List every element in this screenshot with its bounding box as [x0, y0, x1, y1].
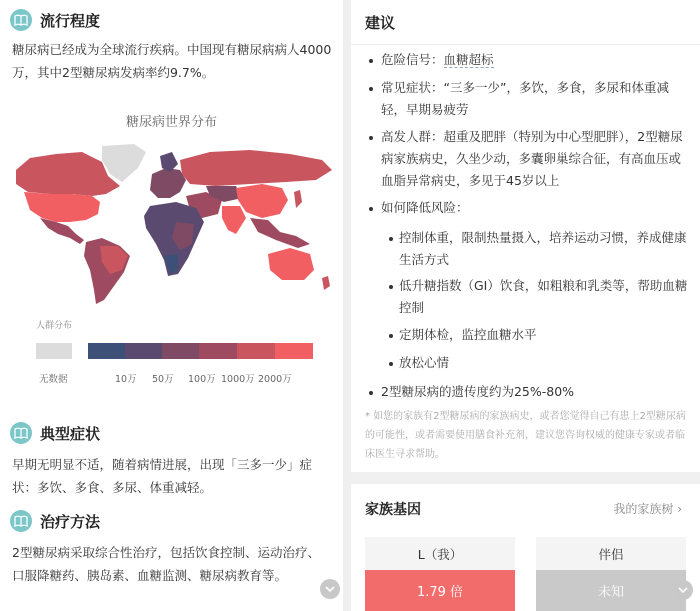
map-scandinavia	[160, 152, 178, 172]
symptom-text: “三多一少”，多饮，多食，多尿和体重减轻，早期易疲劳	[381, 80, 669, 117]
bullet	[389, 237, 393, 241]
sub-item-checkup: 定期体检，监控血糖水平	[399, 327, 537, 342]
danger-label: 危险信号：	[381, 52, 444, 67]
sub-item-gi-diet: 低升糖指数（GI）饮食，如粗粮和乳类等，帮助血糖控制	[399, 278, 688, 315]
partner-risk-value: 未知	[536, 570, 686, 611]
legend-swatch-1	[88, 343, 125, 359]
map-japan	[294, 190, 302, 208]
bullet	[369, 391, 373, 395]
risk-label: 高发人群：	[381, 129, 444, 144]
partner-card[interactable]	[536, 537, 686, 611]
scroll-down-button[interactable]	[673, 580, 693, 600]
legend-label-5: 2000万	[258, 374, 292, 385]
high-risk-item	[381, 126, 686, 192]
legend-label-3: 100万	[188, 374, 216, 385]
scroll-down-button[interactable]	[320, 579, 340, 599]
legend-label-4: 1000万	[221, 374, 255, 385]
book-icon	[10, 510, 32, 532]
bullet	[389, 285, 393, 289]
book-icon	[10, 9, 32, 31]
map-se-asia	[250, 218, 310, 248]
bullet	[389, 362, 393, 366]
map-india	[222, 206, 246, 234]
treatment-text: 2型糖尿病采取综合性治疗，包括饮食控制、运动治疗、口服降糖药、胰岛素、血糖监测、糖尿病教育等。	[12, 545, 320, 583]
sub-item-weight: 控制体重，限制热量摄入，培养运动习惯，养成健康生活方式	[399, 230, 687, 267]
bullet	[369, 87, 373, 91]
legend-swatch-6	[275, 343, 313, 359]
map-europe	[150, 168, 186, 198]
book-icon	[10, 422, 32, 444]
map-title: 糖尿病世界分布	[125, 115, 217, 130]
world-map	[10, 140, 340, 310]
symptoms-title: 典型症状	[40, 424, 101, 443]
legend-label-no-data: 无数据	[39, 374, 68, 385]
population-label: 人群分布	[36, 321, 73, 331]
legend-label-2: 50万	[152, 374, 174, 385]
prevalence-header	[10, 9, 100, 31]
risk-text: 超重及肥胖（特别为中心型肥胖），2型糖尿病家族病史，久坐少动，多囊卵巢综合征，有高血压或血脂异常病史，多见于45岁以上	[381, 129, 683, 188]
advice-note: * 如您的家族有2型糖尿病的家族病史，或者您觉得自己有患上2型糖尿病的可能性，或者需要使用膳食补充剂，建议您咨询权威的健康专家或者临床医生寻求帮助。	[365, 411, 686, 460]
prevalence-title: 流行程度	[40, 11, 101, 30]
symptoms-header	[10, 422, 100, 444]
legend-swatch-5	[237, 343, 275, 359]
danger-signal-item	[381, 49, 686, 71]
symptom-label: 常见症状：	[381, 80, 444, 95]
sub-item-relax: 放松心情	[399, 355, 450, 370]
legend-swatch-4	[199, 343, 237, 359]
bullet	[369, 207, 373, 211]
bullet	[389, 334, 393, 338]
legend-swatch-2	[125, 343, 162, 359]
map-china	[236, 184, 288, 218]
partner-label: 伴侣	[536, 537, 686, 570]
bullet	[369, 59, 373, 63]
family-genes-title: 家族基因	[365, 502, 421, 518]
chevron-down-icon	[325, 585, 335, 593]
self-card[interactable]	[365, 537, 515, 611]
danger-value[interactable]: 血糖超标	[443, 52, 494, 67]
heredity-item: 2型糖尿病的遗传度约为25%-80%	[381, 384, 575, 399]
treatment-title: 治疗方法	[40, 512, 101, 531]
divider	[351, 44, 700, 45]
map-greenland	[102, 144, 146, 182]
family-tree-link[interactable]: 我的家族树 ›	[613, 502, 682, 516]
section-separator	[351, 472, 700, 484]
legend-label-1: 10万	[115, 374, 137, 385]
right-panel	[351, 0, 700, 611]
common-symptoms-item	[381, 77, 686, 121]
self-label: L（我）	[365, 537, 515, 570]
map-australia	[268, 248, 314, 280]
chevron-down-icon	[678, 586, 688, 594]
self-risk-value: 1.79 倍	[365, 570, 515, 611]
left-panel	[0, 0, 343, 611]
legend-no-data-swatch	[36, 343, 72, 359]
prevalence-text: 糖尿病已经成为全球流行疾病。中国现有糖尿病病人4000万，其中2型糖尿病发病率约9.7%。	[12, 42, 332, 80]
bullet	[369, 136, 373, 140]
map-new-zealand	[322, 276, 330, 290]
legend-swatch-3	[162, 343, 199, 359]
map-russia	[180, 150, 332, 186]
reduce-risk-item: 如何降低风险：	[381, 200, 469, 215]
map-usa	[24, 192, 100, 222]
symptoms-text: 早期无明显不适，随着病情进展，出现「三多一少」症状：多饮、多食、多尿、体重减轻。	[12, 457, 313, 495]
panel-divider	[343, 0, 351, 611]
advice-title: 建议	[365, 14, 396, 32]
treatment-header	[10, 510, 100, 532]
